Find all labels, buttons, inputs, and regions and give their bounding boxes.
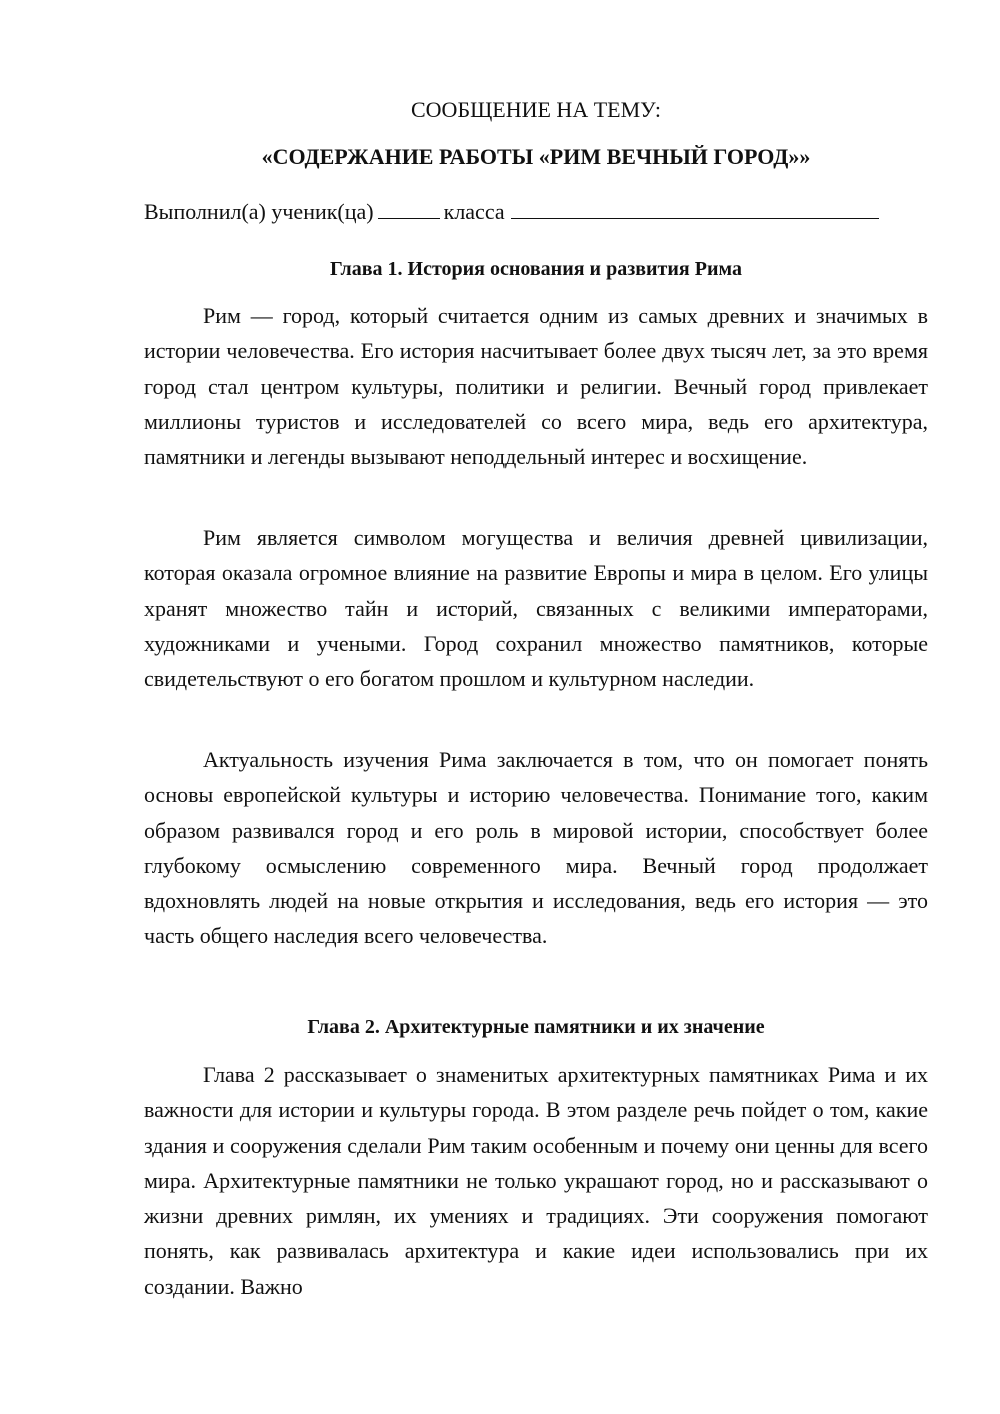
class-label: класса	[443, 199, 505, 224]
student-line	[144, 197, 928, 227]
chapter-2-heading: Глава 2. Архитектурные памятники и их значение	[307, 1016, 765, 1038]
chapter-1-heading: Глава 1. История основания и развития Рима	[330, 258, 742, 280]
title-line-2: «СОДЕРЖАНИЕ РАБОТЫ «РИМ ВЕЧНЫЙ ГОРОД»»	[261, 144, 811, 169]
chapter-1-paragraph-1: Рим — город, который считается одним из самых древних и значимых в истории человечества. Его история насчитывает более двух тысяч лет, за это время город стал центром культуры, политики и религии. Вечный город привлекает миллионы туристов и исследователей со всего мира, ведь его архитектура, памятники и легенды вызывают неподдельный интерес и восхищение.	[144, 303, 928, 470]
chapter-2-paragraph-1: Глава 2 рассказывает о знаменитых архитектурных памятниках Рима и их важности для истории и культуры города. В этом разделе речь пойдет о том, какие здания и сооружения сделали Рим таким особенным и почему они ценны для всего мира. Архитектурные памятники не только украшают город, но и рассказывают о жизни древних римлян, их умениях и традициях. Эти сооружения помогают понять, как развивалась архитектура и какие идеи использовались при их создании. Важно	[144, 1062, 928, 1299]
title-line-1: СООБЩЕНИЕ НА ТЕМУ:	[411, 97, 661, 122]
student-label: Выполнил(а) ученик(ца)	[144, 199, 374, 224]
chapter-1-paragraph-3: Актуальность изучения Рима заключается в том, что он помогает понять основы европейской культуры и историю человечества. Понимание того, каким образом развивался город и его роль в мировой истории, способствует более глубокому осмыслению современного мира. Вечный город продолжает вдохновлять людей на новые открытия и исследования, ведь его история — это часть общего наследия всего человечества.	[144, 747, 928, 949]
grade-blank-field[interactable]	[378, 198, 440, 219]
chapter-1-paragraph-2: Рим является символом могущества и величия древней цивилизации, которая оказала огромное влияние на развитие Европы и мира в целом. Его улицы хранят множество тайн и историй, связанных с великими императорами, художниками и учеными. Город сохранил множество памятников, которые свидетельствуют о его богатом прошлом и культурном наследии.	[144, 525, 928, 692]
class-blank-field[interactable]	[511, 198, 879, 219]
